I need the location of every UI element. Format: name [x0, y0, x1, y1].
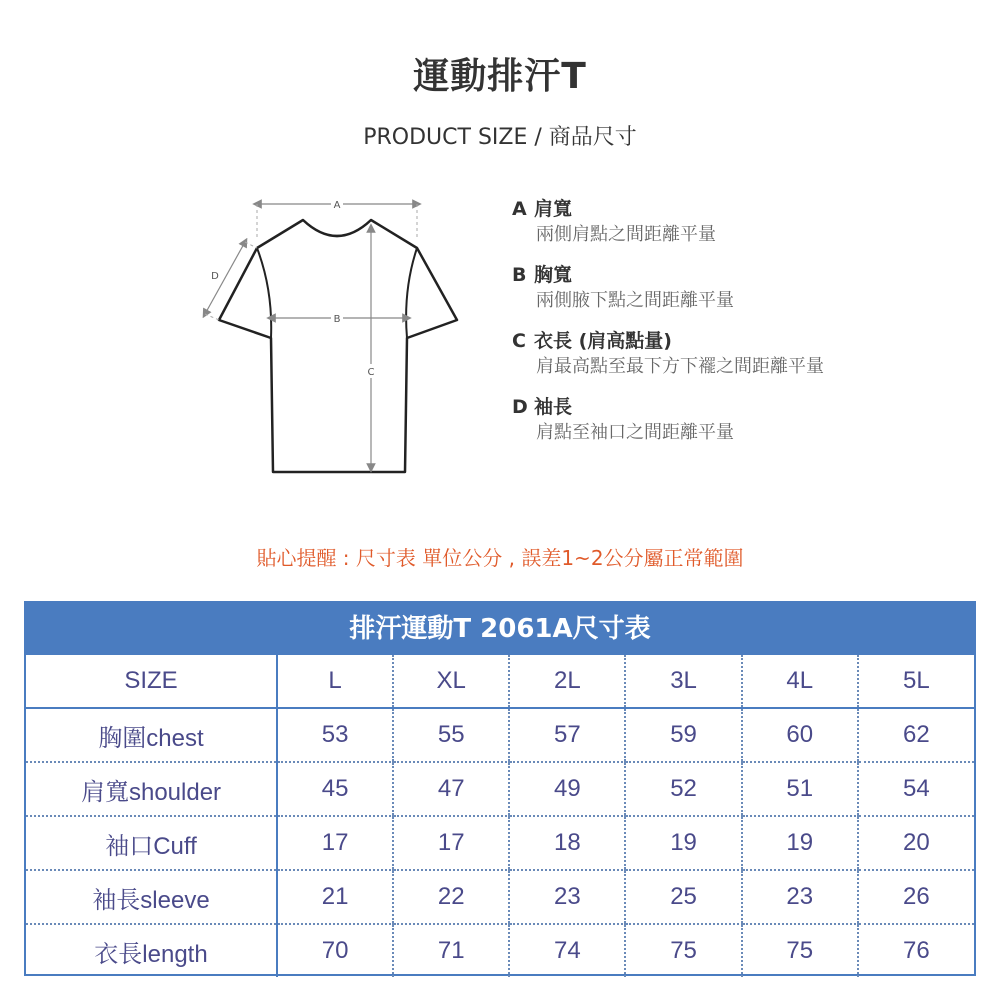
description-letter: D: [512, 396, 528, 418]
size-label: SIZE: [26, 655, 277, 708]
description-text: 肩點至袖口之間距離平量: [536, 422, 734, 443]
table-cell: 45: [277, 762, 393, 816]
dimension-a-label: A: [333, 200, 341, 211]
description-heading: 胸寬: [534, 264, 573, 286]
description-heading: 肩寬: [534, 198, 573, 220]
sleeve-seam-right: [406, 248, 417, 338]
row-label: 袖長sleeve: [26, 870, 277, 924]
page-title: 運動排汗T: [413, 56, 587, 97]
size-col-2l: 2L: [509, 655, 625, 708]
table-cell: 70: [321, 937, 349, 964]
table-cell: 49: [509, 762, 625, 816]
table-cell: 26: [858, 870, 974, 924]
description-text: 兩側腋下點之間距離平量: [536, 290, 734, 311]
table-cell: 25: [625, 870, 741, 924]
description-heading: 衣長 (肩高點量): [534, 330, 672, 352]
size-col-l: L: [277, 655, 393, 708]
table-cell: 74: [509, 924, 625, 977]
table-cell: 55: [393, 708, 509, 762]
size-col-5l: 5L: [858, 655, 974, 708]
measurement-descriptions: [512, 196, 972, 460]
description-c: [512, 328, 972, 380]
table-cell: 19: [625, 816, 741, 870]
row-label: 袖口Cuff: [26, 816, 277, 870]
size-col-3l: 3L: [625, 655, 741, 708]
tshirt-diagram: [195, 190, 480, 490]
description-heading: 袖長: [534, 396, 573, 418]
table-cell: 75: [625, 924, 741, 977]
description-b: [512, 262, 972, 314]
table-cell: 18: [509, 816, 625, 870]
tshirt-illustration: [195, 190, 480, 490]
tshirt-outline: [219, 220, 457, 472]
size-chart-title: 排汗運動T 2061A尺寸表: [26, 603, 974, 655]
description-letter: B: [512, 264, 527, 286]
description-a: [512, 196, 972, 248]
row-label: 衣長length: [26, 924, 277, 977]
description-text: 兩側肩點之間距離平量: [536, 224, 716, 245]
tshirt-neckline: [307, 224, 367, 236]
table-row: [26, 708, 974, 762]
table-cell: 54: [858, 762, 974, 816]
size-col-4l: 4L: [742, 655, 858, 708]
table-cell: 22: [393, 870, 509, 924]
table-cell: 59: [625, 708, 741, 762]
table-row: [26, 762, 974, 816]
dimension-b-label: B: [333, 314, 341, 325]
page-subtitle: PRODUCT SIZE / 商品尺寸: [363, 125, 637, 150]
table-cell: 76: [858, 924, 974, 977]
table-cell: 23: [742, 870, 858, 924]
row-label: 肩寬shoulder: [26, 762, 277, 816]
description-letter: A: [512, 198, 527, 220]
size-chart: [24, 601, 976, 976]
table-cell: 71: [393, 924, 509, 977]
table-cell: 51: [742, 762, 858, 816]
row-label: 胸圍chest: [26, 708, 277, 762]
table-cell: 75: [742, 924, 858, 977]
sleeve-seam-left: [257, 248, 271, 338]
table-cell: 17: [277, 816, 393, 870]
table-cell: 19: [742, 816, 858, 870]
description-text: 肩最高點至最下方下襬之間距離平量: [536, 356, 824, 377]
table-cell: 17: [393, 816, 509, 870]
size-col-xl: XL: [393, 655, 509, 708]
table-cell: 20: [858, 816, 974, 870]
table-cell: 62: [858, 708, 974, 762]
table-cell: 21: [277, 870, 393, 924]
description-letter: C: [512, 330, 526, 352]
dimension-c-label: C: [367, 367, 375, 378]
table-cell: 23: [509, 870, 625, 924]
table-row: [26, 816, 974, 870]
size-header-row: [26, 655, 974, 708]
size-chart-table: [26, 655, 974, 977]
table-cell: 57: [509, 708, 625, 762]
dimension-d-label: D: [211, 271, 219, 282]
table-row: [26, 924, 974, 977]
table-cell: 53: [277, 708, 393, 762]
description-d: [512, 394, 972, 446]
table-cell: 52: [625, 762, 741, 816]
size-notice: 貼心提醒 : 尺寸表 單位公分 , 誤差1~2公分屬正常範圍: [256, 546, 744, 570]
table-row: [26, 870, 974, 924]
table-cell: 60: [742, 708, 858, 762]
table-cell: 47: [393, 762, 509, 816]
